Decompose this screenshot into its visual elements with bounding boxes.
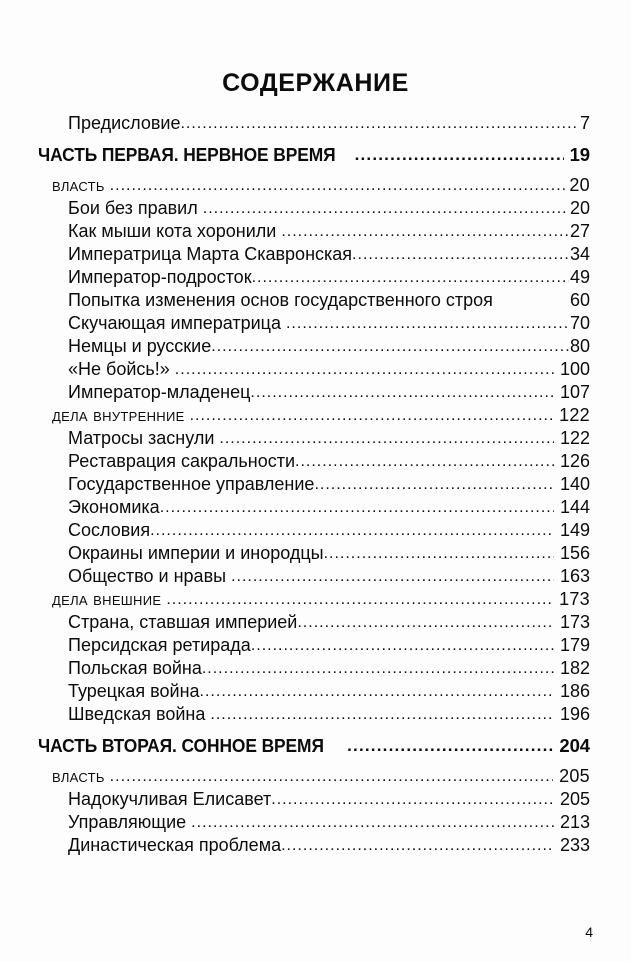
- toc-entry-label: «Не бойсь!»: [68, 359, 170, 379]
- toc-entry-page-number: 20: [569, 175, 590, 195]
- dot-leader: [200, 680, 554, 703]
- toc-entry-page-number: 149: [559, 520, 590, 540]
- toc-entry-label: Предисловие: [68, 113, 181, 133]
- dot-leader: [231, 565, 554, 588]
- dot-leader: [295, 450, 554, 473]
- toc-entry-page-number: 34: [569, 244, 590, 264]
- toc-entry-chapter[interactable]: [0, 197, 631, 220]
- toc-entry-page-number: 80: [569, 336, 590, 356]
- toc-entry-label: дела внутренние: [52, 405, 185, 425]
- toc-entry-part[interactable]: [0, 733, 631, 759]
- dot-leader: [210, 703, 554, 726]
- toc-entry-page-number: 186: [559, 681, 590, 701]
- toc-entry-chapter[interactable]: [0, 312, 631, 335]
- toc-entry-label: Бои без правил: [68, 198, 198, 218]
- dot-leader: [281, 220, 569, 243]
- toc-entry-chapter[interactable]: [0, 473, 631, 496]
- toc-entry-chapter[interactable]: [0, 811, 631, 834]
- toc-entry-page-number: 49: [569, 267, 590, 287]
- toc-entry-chapter[interactable]: [0, 220, 631, 243]
- toc-entry-page-number: 182: [559, 658, 590, 678]
- toc-entry-label: Матросы заснули: [68, 428, 215, 448]
- dot-leader: [347, 733, 553, 759]
- dot-leader: [190, 404, 553, 427]
- page-title: СОДЕРЖАНИЕ: [222, 69, 409, 97]
- dot-leader: [271, 788, 554, 811]
- toc-entry-page-number: 205: [559, 766, 590, 786]
- toc-entry-label: Как мыши кота хоронили: [68, 221, 277, 241]
- toc-entry-page-number: 144: [559, 497, 590, 517]
- toc-entry-label: Шведская война: [68, 704, 206, 724]
- toc-entry-page-number: 20: [569, 198, 590, 218]
- toc-entry-chapter[interactable]: [0, 834, 631, 857]
- dot-leader: [281, 834, 554, 857]
- toc-entry-chapter[interactable]: [0, 427, 631, 450]
- toc-entry-section[interactable]: [0, 174, 631, 197]
- toc-entry-page-number: 173: [559, 612, 590, 632]
- toc-entry-page-number: 107: [559, 382, 590, 402]
- dot-leader: [297, 611, 554, 634]
- dot-leader: [286, 312, 569, 335]
- toc-entry-chapter[interactable]: [0, 289, 631, 312]
- toc-entry-page-number: 179: [559, 635, 590, 655]
- dot-leader: [110, 174, 569, 197]
- toc-entry-label: Персидская ретирада: [68, 635, 251, 655]
- toc-entry-chapter[interactable]: [0, 243, 631, 266]
- toc-entry-label: Экономика: [68, 497, 160, 517]
- dot-leader: [251, 634, 554, 657]
- toc-entry-label: ЧАСТЬ ВТОРАЯ. СОННОЕ ВРЕМЯ: [38, 735, 324, 756]
- toc-entry-page-number: 7: [579, 113, 590, 133]
- dot-leader: [203, 197, 569, 220]
- toc-entry-page-number: 122: [559, 405, 590, 425]
- toc-entry-chapter[interactable]: [0, 542, 631, 565]
- toc-entry-section[interactable]: [0, 765, 631, 788]
- toc-entry-label: Императрица Марта Скавронская: [68, 244, 353, 264]
- toc-entry-page-number: 204: [559, 735, 590, 756]
- toc-entry-page-number: 19: [569, 144, 590, 165]
- toc-entry-page-number: 205: [559, 789, 590, 809]
- toc-entry-page-number: 100: [559, 359, 590, 379]
- toc-entry-front[interactable]: [0, 112, 631, 135]
- toc-entry-label: Страна, ставшая империей: [68, 612, 298, 632]
- toc-entry-label: Династическая проблема: [68, 835, 282, 855]
- toc-entry-label: власть: [52, 175, 105, 195]
- dot-leader: [352, 243, 569, 266]
- toc-entry-label: Государственное управление: [68, 474, 315, 494]
- toc-entry-label: Общество и нравы: [68, 566, 227, 586]
- toc-entry-page-number: 122: [559, 428, 590, 448]
- toc-entry-chapter[interactable]: [0, 565, 631, 588]
- toc-entry-chapter[interactable]: [0, 611, 631, 634]
- dot-leader: [150, 519, 554, 542]
- toc-entry-page-number: 173: [559, 589, 590, 609]
- toc-entry-label: Сословия: [68, 520, 151, 540]
- dot-leader: [219, 427, 554, 450]
- dot-leader: [160, 496, 554, 519]
- toc-entry-label: Окраины империи и инородцы: [68, 543, 324, 563]
- dot-leader: [110, 765, 553, 788]
- page-folio-number: 4: [585, 924, 593, 940]
- toc-entry-chapter[interactable]: [0, 519, 631, 542]
- toc-entry-label: Попытка изменения основ государственного строя: [68, 290, 493, 310]
- toc-entry-label: Император-младенец: [68, 382, 251, 402]
- toc-entry-page-number: 213: [559, 812, 590, 832]
- toc-entry-label: Реставрация сакральности: [68, 451, 296, 471]
- dot-leader: [180, 112, 579, 135]
- toc-entry-list: [0, 112, 631, 857]
- toc-entry-chapter[interactable]: [0, 680, 631, 703]
- toc-entry-chapter[interactable]: [0, 335, 631, 358]
- toc-entry-chapter[interactable]: [0, 358, 631, 381]
- toc-entry-chapter[interactable]: [0, 657, 631, 680]
- toc-entry-page-number: 196: [559, 704, 590, 724]
- dot-leader: [250, 381, 554, 404]
- dot-leader: [202, 657, 554, 680]
- dot-leader: [324, 542, 554, 565]
- toc-entry-label: Скучающая императрица: [68, 313, 281, 333]
- dot-leader: [175, 358, 554, 381]
- toc-entry-section[interactable]: [0, 404, 631, 427]
- toc-entry-page-number: 60: [569, 290, 590, 310]
- toc-entry-page-number: 233: [559, 835, 590, 855]
- toc-entry-label: ЧАСТЬ ПЕРВАЯ. НЕРВНОЕ ВРЕМЯ: [38, 144, 336, 165]
- toc-entry-label: Польская война: [68, 658, 202, 678]
- dot-leader: [211, 335, 569, 358]
- toc-entry-chapter[interactable]: [0, 634, 631, 657]
- toc-entry-chapter[interactable]: [0, 703, 631, 726]
- toc-entry-page-number: 140: [559, 474, 590, 494]
- toc-entry-label: Турецкая война: [68, 681, 200, 701]
- dot-leader: [252, 266, 569, 289]
- toc-entry-label: Император-подросток: [68, 267, 252, 287]
- toc-entry-page-number: 163: [559, 566, 590, 586]
- dot-leader: [355, 142, 564, 168]
- toc-entry-part[interactable]: [0, 142, 631, 168]
- toc-entry-label: Немцы и русские: [68, 336, 212, 356]
- toc-entry-chapter[interactable]: [0, 381, 631, 404]
- toc-entry-chapter[interactable]: [0, 450, 631, 473]
- toc-entry-label: Управляющие: [68, 812, 187, 832]
- toc-entry-page-number: 156: [559, 543, 590, 563]
- toc-entry-chapter[interactable]: [0, 788, 631, 811]
- toc-entry-label: дела внешние: [52, 589, 162, 609]
- toc-entry-section[interactable]: [0, 588, 631, 611]
- dot-leader: [191, 811, 554, 834]
- toc-entry-chapter[interactable]: [0, 266, 631, 289]
- toc-entry-label: Надокучливая Елисавет: [68, 789, 272, 809]
- dot-leader: [166, 588, 553, 611]
- toc-entry-chapter[interactable]: [0, 496, 631, 519]
- toc-entry-page-number: 27: [569, 221, 590, 241]
- toc-entry-label: власть: [52, 766, 105, 786]
- toc-entry-page-number: 126: [559, 451, 590, 471]
- toc-entry-page-number: 70: [569, 313, 590, 333]
- dot-leader: [314, 473, 554, 496]
